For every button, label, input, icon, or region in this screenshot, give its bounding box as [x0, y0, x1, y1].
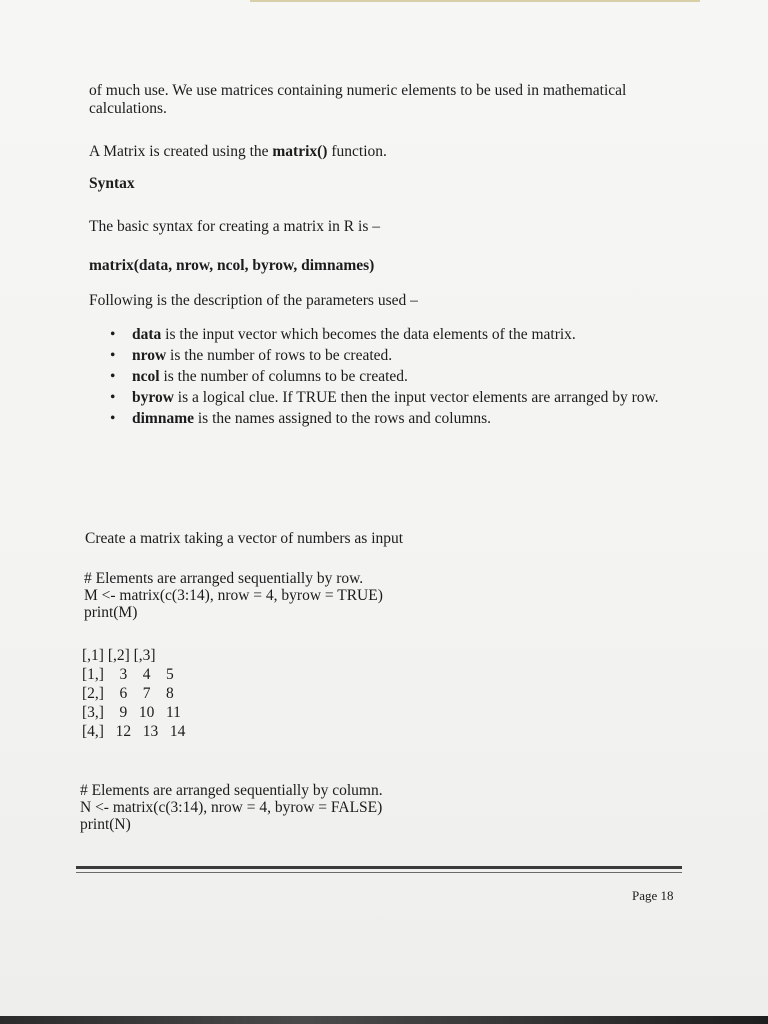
basic-syntax-sentence: The basic syntax for creating a matrix in R is – [89, 218, 380, 235]
matrix-creation-sentence [89, 143, 387, 161]
creation-suffix: function. [327, 143, 387, 160]
bottom-shadow-edge [0, 1016, 768, 1024]
list-item [110, 368, 700, 386]
param-desc: is the number of rows to be created. [166, 347, 393, 364]
param-name: nrow [132, 347, 167, 364]
param-name: ncol [132, 368, 160, 385]
matrix-function-name: matrix() [272, 143, 328, 160]
parameter-list [110, 326, 700, 431]
param-name: dimname [132, 410, 194, 427]
example-heading: Create a matrix taking a vector of numbers as input [85, 530, 404, 547]
param-desc: is the names assigned to the rows and columns. [194, 410, 492, 427]
footer-rule-thin [76, 872, 682, 873]
matrix-output: [,1] [,2] [,3] [1,] 3 4 5 [2,] 6 7 8 [3,] 9 10 11 [4,] 12 13 14 [82, 647, 186, 740]
param-name: data [132, 326, 162, 343]
list-item [110, 326, 700, 344]
param-desc: is a logical clue. If TRUE then the input vector elements are arranged by row. [173, 389, 659, 406]
page-number: Page 18 [632, 888, 674, 903]
top-edge-line [250, 0, 700, 2]
parameters-intro: Following is the description of the parameters used – [89, 292, 418, 309]
matrix-signature: matrix(data, nrow, ncol, byrow, dimnames) [89, 257, 375, 274]
bullet-icon: • [110, 389, 116, 406]
code-block-by-column: # Elements are arranged sequentially by column. N <- matrix(c(3:14), nrow = 4, byrow = FALSE) print(N) [80, 782, 383, 833]
syntax-heading: Syntax [89, 175, 135, 192]
bullet-icon: • [110, 347, 116, 364]
footer-rule [76, 866, 682, 869]
param-name: byrow [132, 389, 174, 406]
param-desc: is the number of columns to be created. [159, 368, 408, 385]
intro-paragraph: of much use. We use matrices containing numeric elements to be used in mathematical calculations. [89, 82, 627, 117]
param-desc: is the input vector which becomes the data elements of the matrix. [161, 326, 576, 343]
list-item [110, 410, 700, 428]
bullet-icon: • [110, 410, 116, 427]
bullet-icon: • [110, 368, 116, 385]
creation-prefix: A Matrix is created using the [89, 143, 273, 160]
list-item [110, 389, 700, 407]
code-block-by-row: # Elements are arranged sequentially by row. M <- matrix(c(3:14), nrow = 4, byrow = TRUE) print(M) [84, 570, 383, 621]
bullet-icon: • [110, 326, 116, 343]
list-item [110, 347, 700, 365]
